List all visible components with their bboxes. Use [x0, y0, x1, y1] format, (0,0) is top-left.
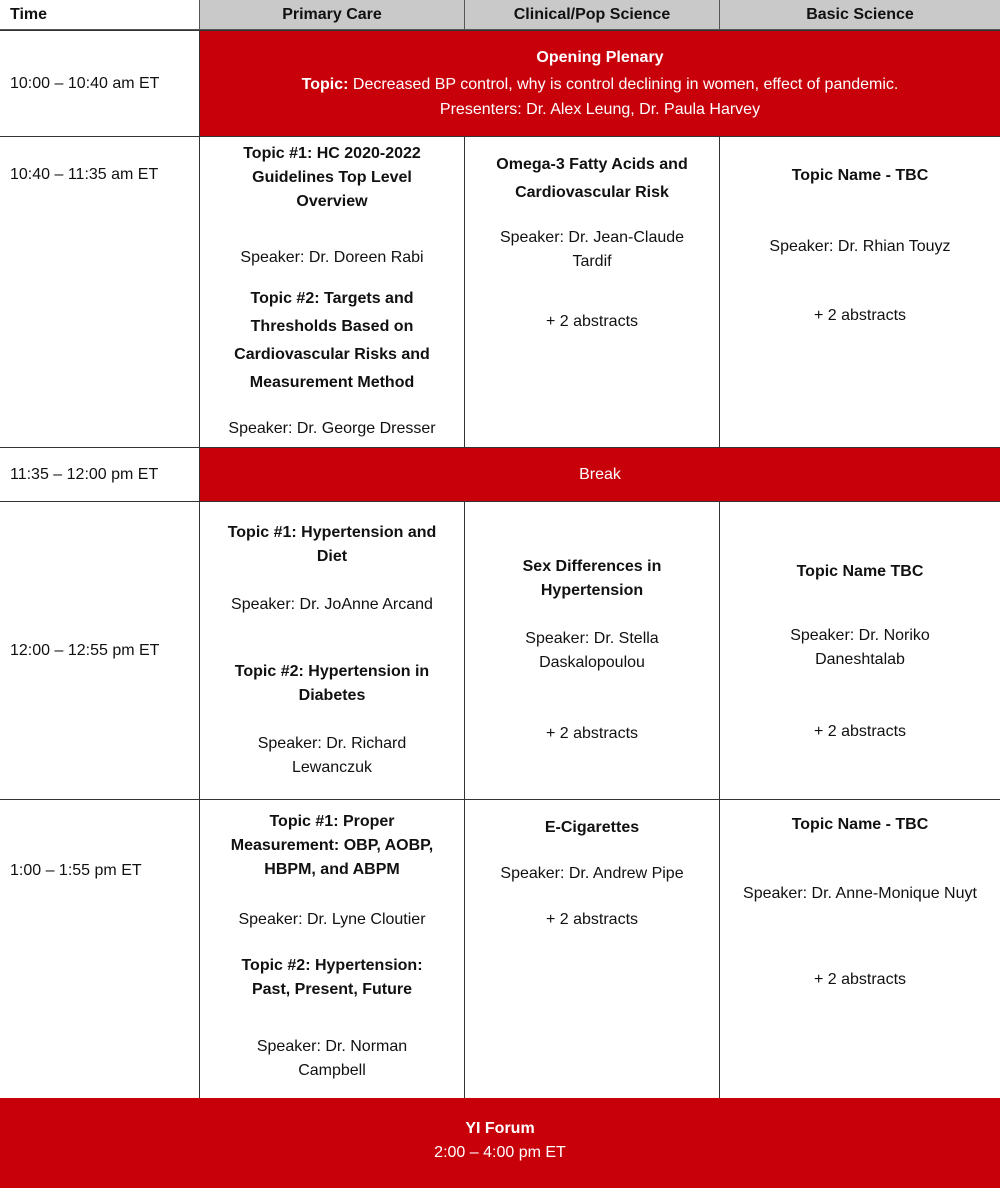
- plenary-topic-label: Topic:: [301, 76, 349, 93]
- session1-clinical-speaker: Speaker: Dr. Jean-Claude Tardif: [499, 229, 685, 270]
- session1-basic-cell: [720, 137, 1000, 447]
- session3-basic-topic: Topic Name - TBC: [791, 816, 929, 833]
- session2-clinical-cell: [465, 502, 720, 799]
- session2-clinical-topic: Sex Differences in Hypertension: [522, 558, 662, 599]
- session1-clinical-topic: Omega-3 Fatty Acids and Cardiovascular Risk: [496, 156, 688, 201]
- session1-basic-abstracts: + 2 abstracts: [813, 307, 907, 324]
- plenary-time: 10:00 – 10:40 am ET: [0, 31, 200, 136]
- session1-primary-topic2: Topic #2: Targets and Thresholds Based on Cardiovascular Risks and Measurement Method: [234, 290, 430, 391]
- session2-time: 12:00 – 12:55 pm ET: [0, 502, 200, 799]
- session2-primary-cell: [200, 502, 465, 799]
- plenary-topic-text: Decreased BP control, why is control declining in women, effect of pandemic.: [352, 76, 899, 93]
- session-row-2: [0, 502, 1000, 800]
- header-basic-science: Basic Science: [720, 0, 1000, 30]
- session3-clinical-cell: [465, 800, 720, 1098]
- break-time: 11:35 – 12:00 pm ET: [0, 448, 200, 501]
- session3-time: 1:00 – 1:55 pm ET: [0, 800, 200, 1098]
- session1-primary-cell: [200, 137, 465, 447]
- session-row-1: [0, 137, 1000, 448]
- session1-basic-speaker: Speaker: Dr. Rhian Touyz: [769, 238, 951, 255]
- session3-primary-topic1: Topic #1: Proper Measurement: OBP, AOBP, HBPM, and ABPM: [230, 813, 434, 878]
- session2-basic-topic: Topic Name TBC: [796, 563, 924, 580]
- plenary-presenters: Presenters: Dr. Alex Leung, Dr. Paula Harvey: [439, 101, 761, 118]
- session2-basic-cell: [720, 502, 1000, 799]
- header-time: Time: [0, 0, 200, 30]
- session1-primary-speaker2: Speaker: Dr. George Dresser: [228, 420, 436, 437]
- session2-primary-speaker2: Speaker: Dr. Richard Lewanczuk: [257, 735, 407, 776]
- session2-primary-topic1: Topic #1: Hypertension and Diet: [227, 524, 437, 565]
- session1-primary-topic1: Topic #1: HC 2020-2022 Guidelines Top Level Overview: [243, 145, 421, 210]
- break-label: Break: [579, 465, 621, 483]
- plenary-cell: [200, 31, 1000, 136]
- session2-basic-speaker: Speaker: Dr. Noriko Daneshtalab: [790, 627, 930, 668]
- session3-primary-speaker1: Speaker: Dr. Lyne Cloutier: [238, 911, 426, 928]
- header-clinical-pop-science: Clinical/Pop Science: [465, 0, 720, 30]
- session-row-3: [0, 800, 1000, 1098]
- session2-primary-topic2: Topic #2: Hypertension in Diabetes: [234, 663, 430, 704]
- session3-clinical-topic: E-Cigarettes: [544, 819, 640, 836]
- session3-basic-cell: [720, 800, 1000, 1098]
- plenary-row: [0, 30, 1000, 137]
- session3-clinical-speaker: Speaker: Dr. Andrew Pipe: [500, 865, 684, 882]
- break-row: [0, 448, 1000, 502]
- session3-basic-abstracts: + 2 abstracts: [813, 971, 907, 988]
- session2-clinical-abstracts: + 2 abstracts: [545, 725, 639, 742]
- yi-forum-title: YI Forum: [465, 1120, 535, 1137]
- session1-clinical-cell: [465, 137, 720, 447]
- header-primary-care: Primary Care: [200, 0, 465, 30]
- session1-basic-topic: Topic Name - TBC: [791, 167, 929, 184]
- session1-clinical-abstracts: + 2 abstracts: [545, 313, 639, 330]
- yi-forum-row: [0, 1098, 1000, 1188]
- session3-clinical-abstracts: + 2 abstracts: [545, 911, 639, 928]
- session3-basic-speaker: Speaker: Dr. Anne-Monique Nuyt: [743, 885, 977, 902]
- session3-primary-speaker2: Speaker: Dr. Norman Campbell: [256, 1038, 408, 1079]
- session1-time: 10:40 – 11:35 am ET: [0, 137, 200, 447]
- session3-primary-topic2: Topic #2: Hypertension: Past, Present, Future: [241, 957, 423, 998]
- yi-forum-time: 2:00 – 4:00 pm ET: [434, 1144, 566, 1161]
- session2-primary-speaker1: Speaker: Dr. JoAnne Arcand: [231, 596, 433, 613]
- session2-basic-abstracts: + 2 abstracts: [813, 723, 907, 740]
- plenary-topic: [200, 76, 1000, 94]
- session2-clinical-speaker: Speaker: Dr. Stella Daskalopoulou: [525, 630, 659, 671]
- session3-primary-cell: [200, 800, 465, 1098]
- plenary-title: Opening Plenary: [536, 49, 664, 66]
- break-cell: [200, 448, 1000, 501]
- session1-primary-speaker1: Speaker: Dr. Doreen Rabi: [240, 249, 424, 266]
